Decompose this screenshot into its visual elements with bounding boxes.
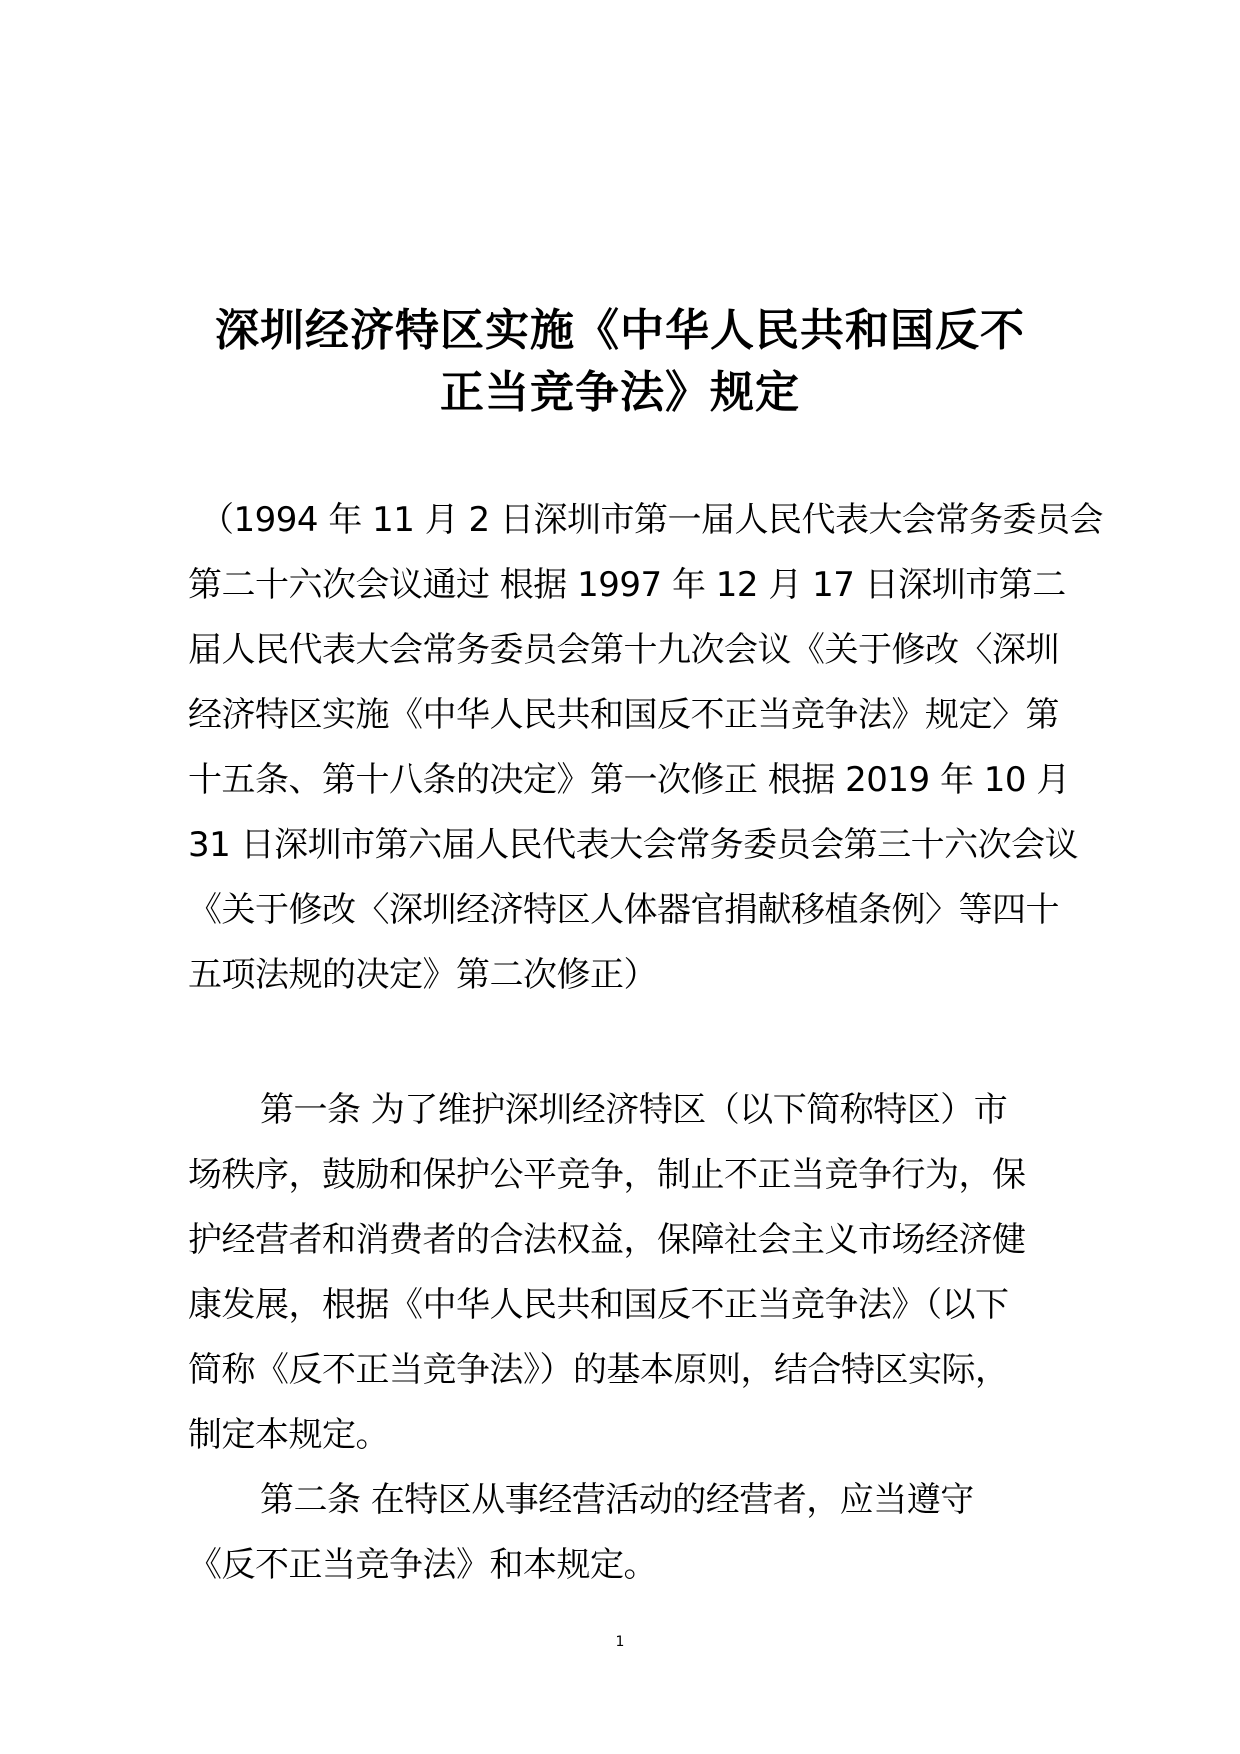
history-line: 十五条、第十八条的决定》第一次修正 根据 2019 年 10 月 (188, 760, 1070, 800)
page-number: 1 (615, 1634, 625, 1650)
article-2 (188, 1468, 1060, 1598)
history-line: 第二十六次会议通过 根据 1997 年 12 月 17 日深圳市第二 (188, 565, 1066, 605)
history-line: （1994 年 11 月 2 日深圳市第一届人民代表大会常务委员会 (200, 500, 1103, 540)
history-line: 届人民代表大会常务委员会第十九次会议《关于修改〈深圳 (188, 630, 1059, 670)
article-1-line: 场秩序，鼓励和保护公平竞争，制止不正当竞争行为，保 (188, 1155, 1026, 1195)
article-1-line: 康发展，根据《中华人民共和国反不正当竞争法》（以下 (188, 1285, 1009, 1325)
article-1-line: 第一条 为了维护深圳经济特区（以下简称特区）市 (260, 1090, 1008, 1130)
history-line: 31 日深圳市第六届人民代表大会常务委员会第三十六次会议 (188, 825, 1079, 865)
article-1 (188, 1078, 1060, 1468)
title-line-2: 正当竞争法》规定 (440, 367, 800, 418)
history-line: 五项法规的决定》第二次修正） (188, 955, 657, 995)
amendment-history (188, 488, 1103, 1008)
article-2-line: 第二条 在特区从事经营活动的经营者，应当遵守 (260, 1480, 974, 1520)
article-1-line: 护经营者和消费者的合法权益，保障社会主义市场经济健 (188, 1220, 1026, 1260)
title-line-1: 深圳经济特区实施《中华人民共和国反不 (215, 305, 1025, 356)
history-line: 《关于修改〈深圳经济特区人体器官捐献移植条例〉等四十 (188, 890, 1059, 930)
articles-section (188, 1078, 1060, 1598)
article-1-line: 简称《反不正当竞争法》）的基本原则，结合特区实际， (188, 1350, 1009, 1390)
history-line: 经济特区实施《中华人民共和国反不正当竞争法》规定〉第 (188, 695, 1059, 735)
article-1-line: 制定本规定。 (188, 1415, 389, 1455)
article-2-line: 《反不正当竞争法》和本规定。 (188, 1545, 657, 1585)
document-title (150, 300, 1090, 424)
